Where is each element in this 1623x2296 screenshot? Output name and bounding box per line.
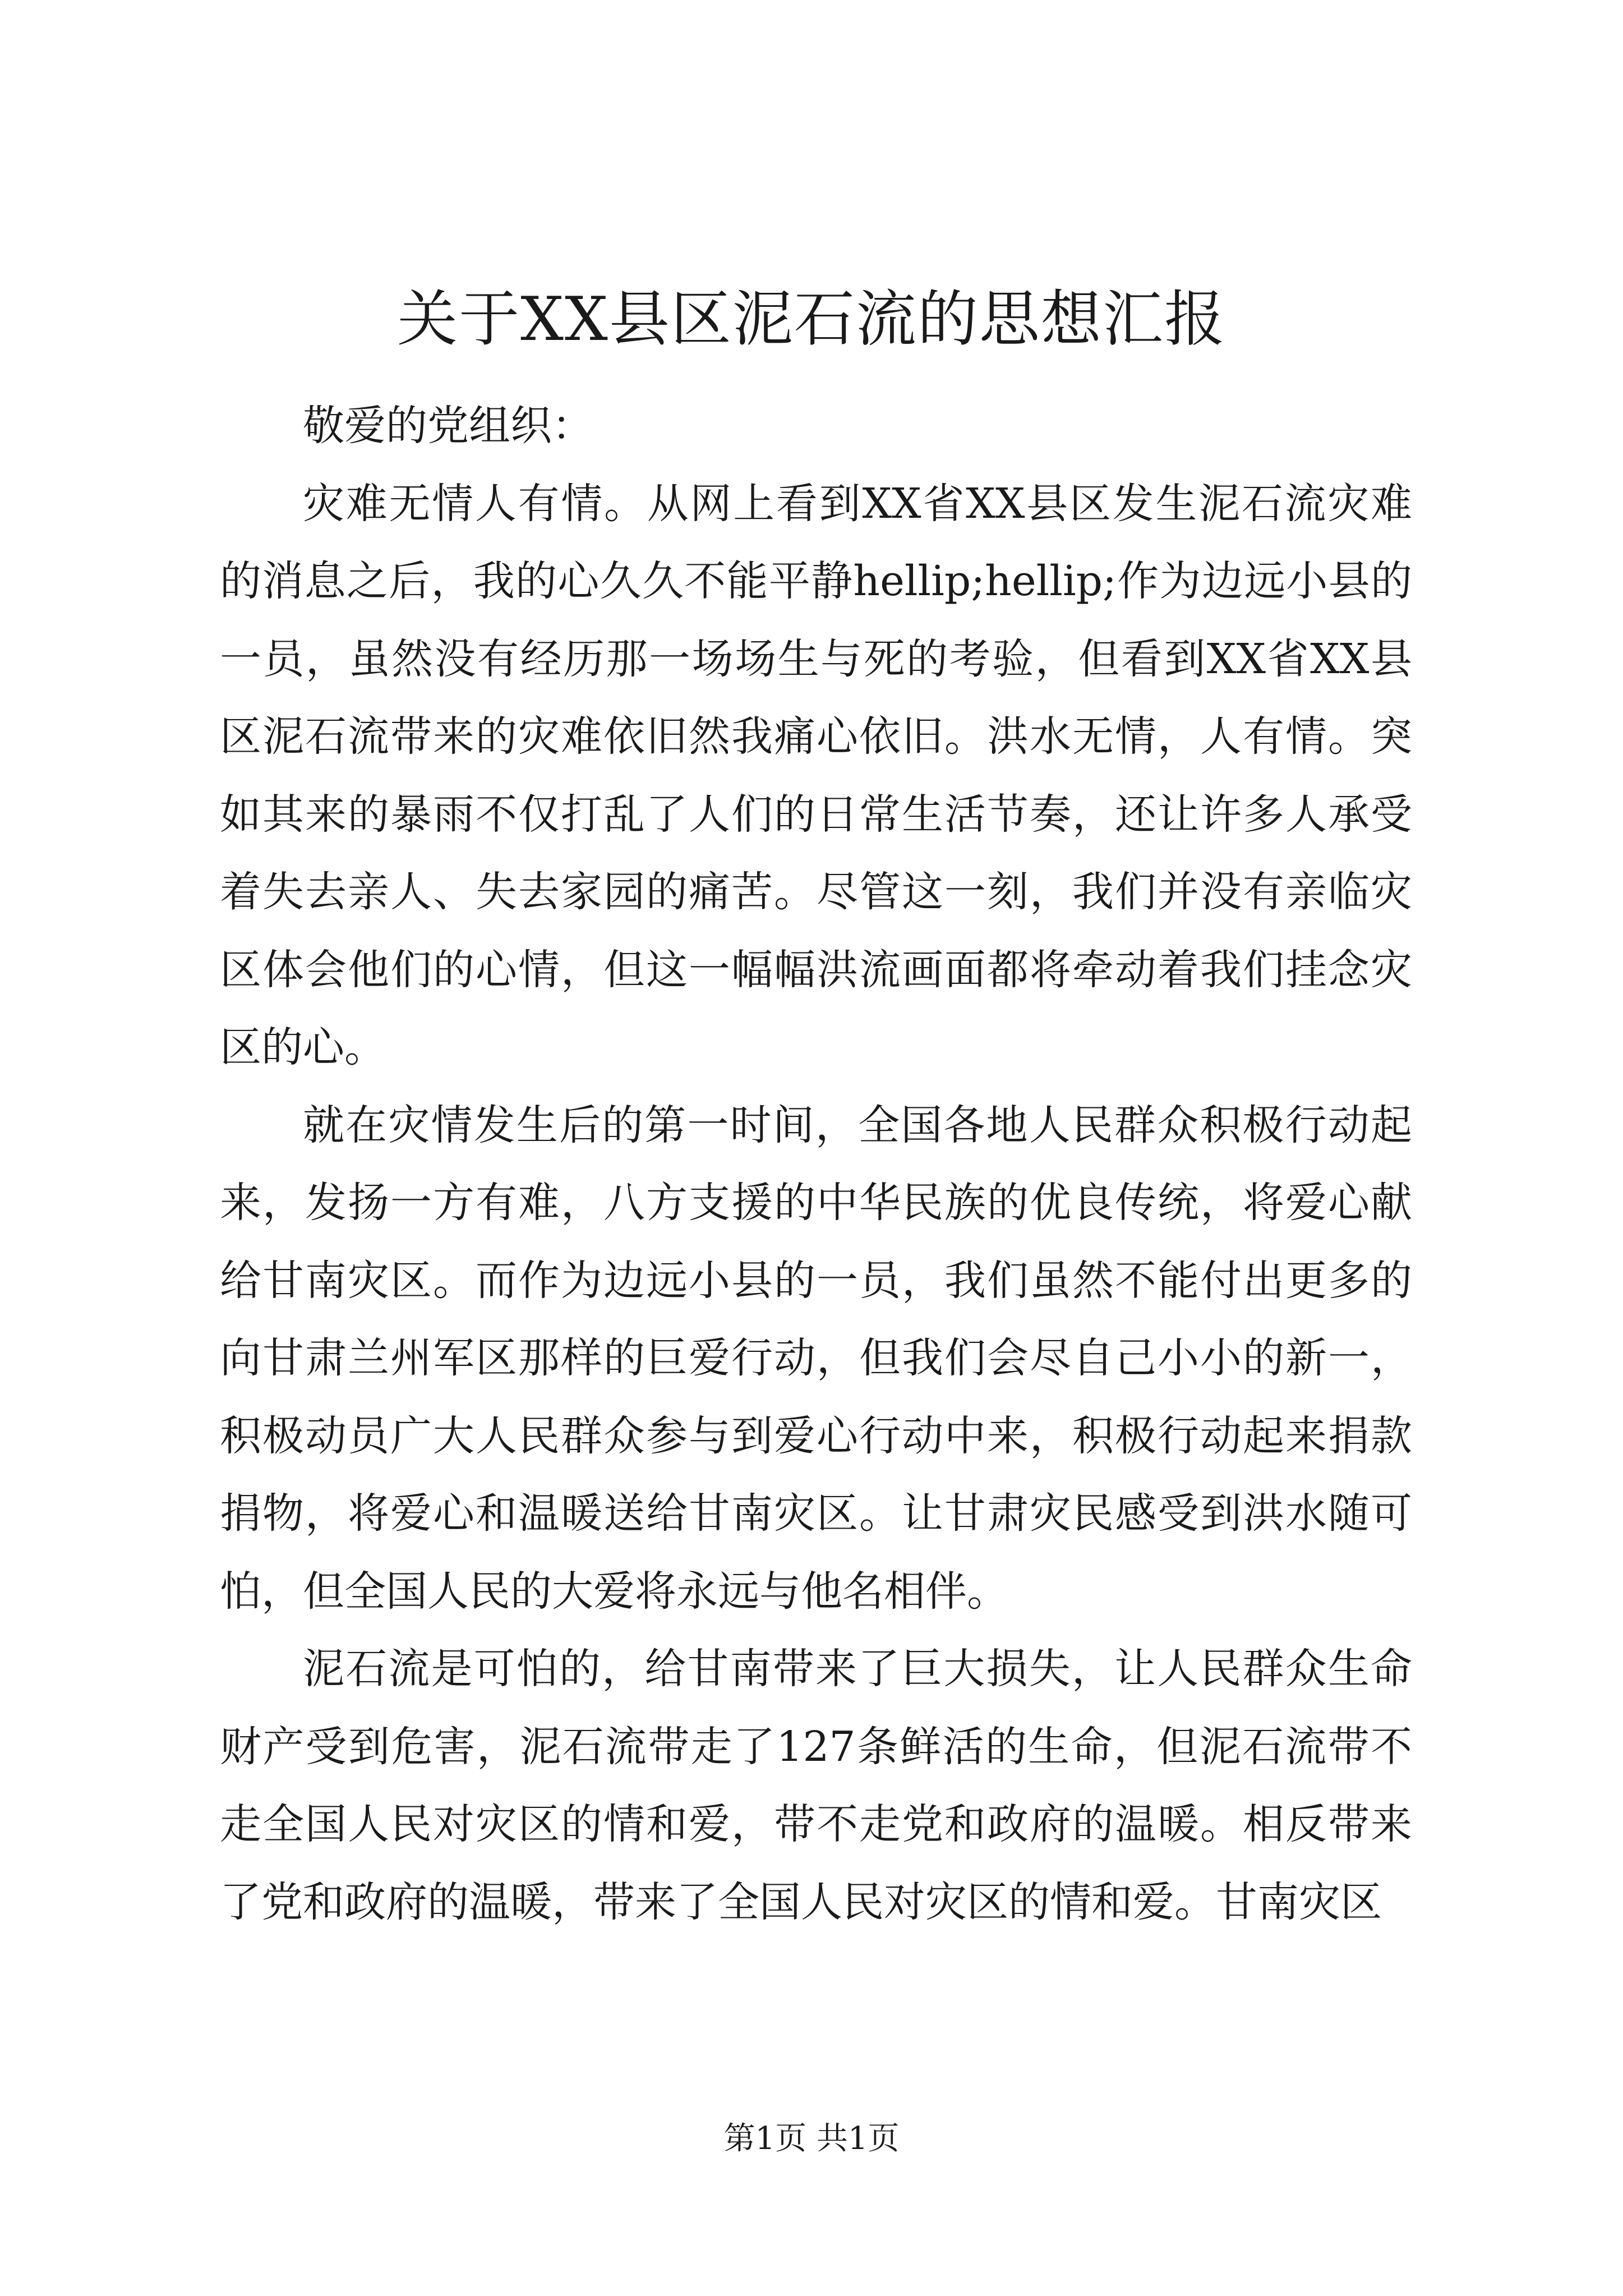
paragraph-2: 就在灾情发生后的第一时间，全国各地人民群众积极行动起来，发扬一方有难，八方支援的中华民族的优良传统，将爱心献给甘南灾区。而作为边远小县的一员，我们虽然不能付出更多的向甘肃兰州军区那样的巨爱行动，但我们会尽自己小小的新一，积极动员广大人民群众参与到爱心行动中来，积极行动起来捐款捐物，将爱心和温暖送给甘南灾区。让甘肃灾民感受到洪水随可怕，但全国人民的大爱将永远与他名相伴。 bbox=[220, 1101, 1412, 1616]
salutation: 敬爱的党组织： bbox=[303, 402, 593, 450]
paragraph-3: 泥石流是可怕的，给甘南带来了巨大损失，让人民群众生命财产受到危害，泥石流带走了127条鲜活的生命，但泥石流带不走全国人民对灾区的情和爱，带不走党和政府的温暖。相反带来了党和政府的温暖，带来了全国人民对灾区的情和爱。甘南灾区 bbox=[220, 1645, 1412, 1926]
document-body bbox=[220, 387, 1412, 1941]
paragraph-1: 灾难无情人有情。从网上看到XX省XX县区发生泥石流灾难的消息之后，我的心久久不能平静hellip;hellip;作为边远小县的一员，虽然没有经历那一场场生与死的考验，但看到XX省XX县区泥石流带来的灾难依旧然我痛心依旧。洪水无情，人有情。突如其来的暴雨不仅打乱了人们的日常生活节奏，还让许多人承受着失去亲人、失去家园的痛苦。尽管这一刻，我们并没有亲临灾区体会他们的心情，但这一幅幅洪流画面都将牵动着我们挂念灾区的心。 bbox=[220, 479, 1412, 1071]
page-footer: 第1页 共1页 bbox=[723, 2120, 900, 2157]
document-title: 关于XX县区泥石流的思想汇报 bbox=[397, 284, 1226, 355]
